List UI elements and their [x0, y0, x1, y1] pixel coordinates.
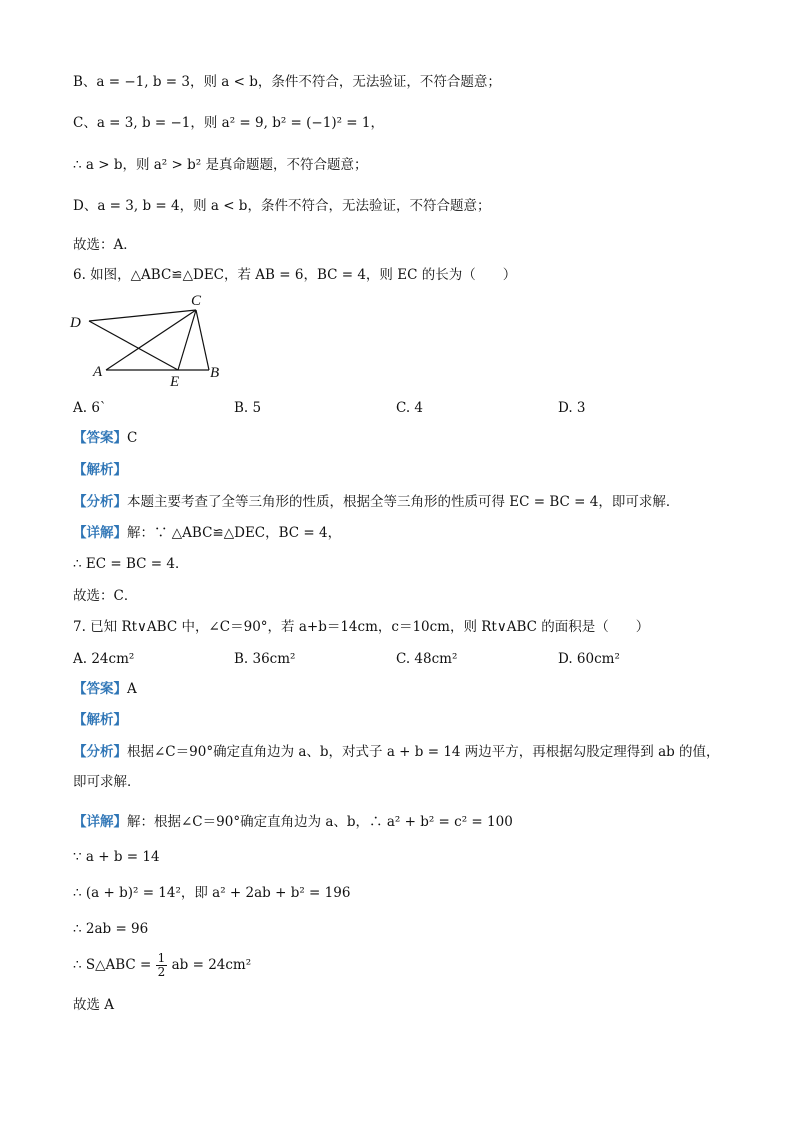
fraction-numerator: 1: [157, 951, 166, 965]
q7-step-3: ∴ 2ab = 96: [73, 921, 149, 937]
analysis-tag: 【分析】: [73, 494, 127, 510]
q7-analysis-cont: 即可求解．: [73, 774, 141, 790]
q6-answer: [73, 428, 137, 448]
answer-tag: 【答案】: [73, 430, 127, 446]
solution-line-d: D、a = 3, b = 4，则 a < b，条件不符合，无法验证，不符合题意；: [73, 198, 491, 214]
label-a: A: [93, 364, 103, 380]
q6-choice: 故选：C．: [73, 588, 138, 604]
triangle-figure: [68, 288, 228, 388]
q7-answer: [73, 679, 137, 699]
q7-detail: [73, 812, 513, 832]
label-d: D: [70, 315, 81, 331]
q6-option-b: B. 5: [234, 400, 262, 416]
detail-tag: 【详解】: [73, 814, 127, 830]
answer-tag: 【答案】: [73, 681, 127, 697]
q7-option-b: B. 36cm²: [234, 651, 296, 667]
question-6: 6. 如图，△ABC≌△DEC，若 AB = 6，BC = 4，则 EC 的长为（ ）: [73, 267, 517, 283]
area-lhs: ∴ S△ABC =: [73, 957, 152, 973]
q6-step: ∴ EC = BC = 4．: [73, 556, 189, 572]
label-c: C: [191, 293, 202, 309]
q7-step-4: [73, 952, 251, 979]
analysis-tag: 【分析】: [73, 744, 127, 760]
q6-option-d: D. 3: [558, 400, 586, 416]
q6-option-a: A. 6`: [73, 400, 107, 416]
solution-line-c: C、a = 3, b = −1，则 a² = 9, b² = (−1)² = 1，: [73, 115, 384, 131]
answer-value: A: [127, 681, 137, 697]
q7-analysis: [73, 742, 720, 762]
label-e: E: [170, 374, 180, 388]
analysis-text: 本题主要考查了全等三角形的性质，根据全等三角形的性质可得 EC = BC = 4，即可求解．: [127, 494, 680, 510]
q7-option-a: A. 24cm²: [73, 651, 135, 667]
q7-step-2: ∴ (a + b)² = 14²，即 a² + 2ab + b² = 196: [73, 885, 351, 901]
q6-option-c: C. 4: [396, 400, 424, 416]
analysis-text: 根据∠C＝90°确定直角边为 a、b，对式子 a + b = 14 两边平方，再根据勾股定理得到 ab 的值，: [127, 744, 720, 760]
fraction-denominator: 2: [157, 965, 166, 979]
q7-choice: 故选 A: [73, 997, 115, 1013]
q7-option-c: C. 48cm²: [396, 651, 458, 667]
solution-line-conclusion: ∴ a > b，则 a² > b² 是真命题题，不符合题意；: [73, 157, 368, 173]
q6-analysis: [73, 492, 679, 512]
question-7: 7. 已知 Rt∨ABC 中，∠C＝90°，若 a+b＝14cm，c＝10cm，则 Rt∨ABC 的面积是（ ）: [73, 619, 650, 635]
q7-option-d: D. 60cm²: [558, 651, 620, 667]
choice-line: 故选：A．: [73, 237, 137, 253]
detail-tag: 【详解】: [73, 525, 127, 541]
detail-text: 解：∵ △ABC≌△DEC，BC = 4，: [127, 525, 342, 541]
area-rhs: ab = 24cm²: [171, 957, 252, 973]
detail-text: 解：根据∠C＝90°确定直角边为 a、b，∴ a² + b² = c² = 100: [127, 814, 513, 830]
q6-detail: [73, 523, 341, 543]
label-b: B: [210, 365, 220, 381]
q7-step-1: ∵ a + b = 14: [73, 849, 160, 865]
answer-value: C: [127, 430, 138, 446]
q6-jiexi: 【解析】: [73, 462, 127, 478]
solution-line-b: B、a = −1, b = 3，则 a < b，条件不符合，无法验证，不符合题意；: [73, 74, 501, 90]
one-half-fraction: [156, 952, 168, 979]
q7-jiexi: 【解析】: [73, 712, 127, 728]
